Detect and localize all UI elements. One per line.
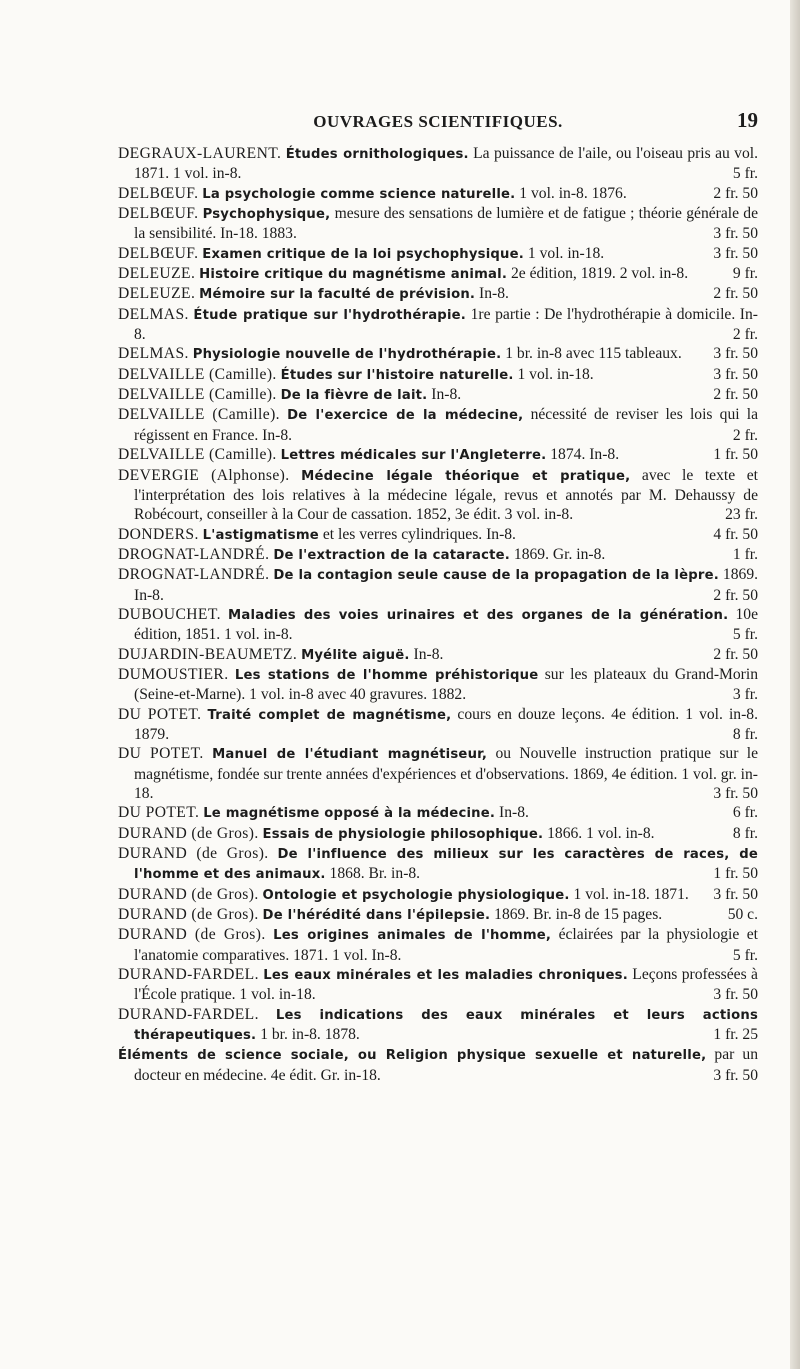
page-header xyxy=(118,108,758,136)
bibliography-entry xyxy=(118,284,758,304)
bibliography-entry xyxy=(118,744,758,803)
entry-title: De l'extraction de la cataracte. xyxy=(273,547,510,563)
entry-details: ou Nouvelle instruction pratique sur le magnétisme, fondée sur trente années d'expériences et d'observations. 1869, 4e édition. 1 vol. gr. in-18. xyxy=(134,745,758,802)
entry-author: DELVAILLE (Camille). xyxy=(118,406,280,424)
entry-details: 1 vol. in-8. 1876. xyxy=(519,184,627,202)
entry-details: In-8. xyxy=(413,645,444,663)
entry-price: 2 fr. xyxy=(732,326,758,344)
entry-title: Myélite aiguë. xyxy=(301,647,410,663)
entry-title: Les stations de l'homme préhistorique xyxy=(234,667,539,683)
entry-details: cours en douze leçons. 4e édition. 1 vol. in-8. 1879. xyxy=(134,705,758,743)
entry-title: Les origines animales de l'homme, xyxy=(273,928,552,944)
entry-title: Éléments de science sociale, ou Religion physique sexuelle et naturelle, xyxy=(118,1048,707,1064)
entry-details: et les verres cylindriques. In-8. xyxy=(322,525,516,543)
bibliography-entry xyxy=(118,445,758,465)
entry-title: De l'exercice de la médecine, xyxy=(287,408,524,424)
entry-details: 1 br. in-8. 1878. xyxy=(260,1026,360,1044)
bibliography-entry xyxy=(118,1045,758,1085)
entry-price: 2 fr. 50 xyxy=(713,184,758,202)
entry-author: DURAND-FARDEL. xyxy=(118,966,259,984)
entry-author: DU POTET. xyxy=(118,705,202,723)
entry-title: Physiologie nouvelle de l'hydrothérapie. xyxy=(192,347,502,363)
entry-author: DONDERS. xyxy=(118,525,199,543)
entry-title: La psychologie comme science naturelle. xyxy=(202,186,516,202)
entry-details: 1869. Br. in-8 de 15 pages. xyxy=(494,906,663,924)
entry-author: DUMOUSTIER. xyxy=(118,665,229,683)
entry-author: DELVAILLE (Camille). xyxy=(118,365,277,383)
bibliography-entry xyxy=(118,885,758,905)
entry-author: DURAND (de Gros). xyxy=(118,926,266,944)
bibliography-entry xyxy=(118,565,758,605)
entry-author: DU POTET. xyxy=(118,804,200,822)
entry-title: Le magnétisme opposé à la médecine. xyxy=(203,806,496,822)
entry-details: 10e édition, 1851. 1 vol. in-8. xyxy=(134,605,758,644)
bibliography-entry xyxy=(118,184,758,204)
bibliography-entry xyxy=(118,385,758,405)
entry-title: Essais de physiologie philosophique. xyxy=(262,826,544,842)
entry-price: 2 fr. xyxy=(732,426,758,444)
entry-title: De la contagion seule cause de la propagation de la lèpre. xyxy=(273,568,719,584)
entry-details: éclairées par la physiologie et l'anatomie comparatives. 1871. 1 vol. In-8. xyxy=(134,926,758,964)
entry-author: DURAND (de Gros). xyxy=(118,906,259,924)
entry-author: DELEUZE. xyxy=(118,285,196,303)
entry-price: 1 fr. 50 xyxy=(713,446,758,464)
entry-details: nécessité de reviser les lois qui la régissent en France. In-8. xyxy=(134,406,758,444)
entry-price: 23 fr. xyxy=(725,506,758,524)
entry-author: DUJARDIN-BEAUMETZ. xyxy=(118,645,298,663)
entry-details: La puissance de l'aile, ou l'oiseau pris au vol. 1871. 1 vol. in-8. xyxy=(134,145,759,183)
entry-author: DELVAILLE (Camille). xyxy=(118,386,277,404)
entry-title: Manuel de l'étudiant magnétiseur, xyxy=(212,747,488,763)
entry-details: 2e édition, 1819. 2 vol. in-8. xyxy=(510,265,689,283)
entry-price: 4 fr. 50 xyxy=(713,525,758,543)
entry-price: 3 fr. 50 xyxy=(713,785,758,802)
entry-price: 8 fr. xyxy=(732,725,758,743)
entry-title: Psychophysique, xyxy=(202,207,331,223)
entry-author: DURAND (de Gros). xyxy=(118,824,259,842)
entry-title: Études sur l'histoire naturelle. xyxy=(280,367,514,383)
entry-author: DELBŒUF. xyxy=(118,205,199,223)
page-number: 19 xyxy=(737,108,758,132)
bibliography-entry xyxy=(118,466,758,525)
entry-price: 9 fr. xyxy=(732,265,758,283)
bibliography-entry xyxy=(118,305,758,345)
entry-title: Étude pratique sur l'hydrothérapie. xyxy=(193,307,467,323)
entry-title: Médecine légale théorique et pratique, xyxy=(301,468,631,484)
entry-price: 5 fr. xyxy=(732,165,758,183)
page-edge xyxy=(790,0,800,1369)
entry-details: avec le texte et l'interprétation des lois relatives à la médecine légale, revus et annotés par M. Dehaussy de Robécourt, conseiller à la Cour de cassation. 1852, 3e édit. 3 vol. in-8. xyxy=(134,466,758,524)
entry-price: 3 fr. 50 xyxy=(713,345,758,363)
entry-price: 3 fr. 50 xyxy=(713,986,758,1004)
bibliography-entry xyxy=(118,645,758,665)
entry-details: 1866. 1 vol. in-8. xyxy=(547,824,655,842)
entry-author: DELMAS. xyxy=(118,345,189,363)
entry-title: Mémoire sur la faculté de prévision. xyxy=(199,287,476,303)
entry-price: 6 fr. xyxy=(732,804,758,822)
entry-price: 5 fr. xyxy=(732,626,758,644)
entry-price: 2 fr. 50 xyxy=(713,285,758,303)
entry-price: 8 fr. xyxy=(732,824,758,842)
bibliography-entry xyxy=(118,803,758,823)
bibliography-entry xyxy=(118,1005,758,1046)
entry-author: DELEUZE. xyxy=(118,265,196,283)
entry-details: 1 vol. in-18. 1871. xyxy=(573,885,689,903)
entry-price: 3 fr. xyxy=(732,686,758,704)
entry-price: 50 c. xyxy=(727,906,758,924)
bibliography-entry xyxy=(118,844,758,885)
bibliography-entry xyxy=(118,824,758,844)
entry-author: DEVERGIE (Alphonse). xyxy=(118,466,290,484)
bibliography-entry xyxy=(118,905,758,925)
bibliography-list xyxy=(118,144,758,1085)
bibliography-entry xyxy=(118,525,758,545)
entry-title: Lettres médicales sur l'Angleterre. xyxy=(280,448,547,464)
entry-title: Examen critique de la loi psychophysique. xyxy=(202,246,524,262)
entry-author: DEGRAUX-LAURENT. xyxy=(118,145,282,162)
bibliography-entry xyxy=(118,705,758,745)
entry-title: Les indications des eaux minérales et leurs actions thérapeutiques. xyxy=(134,1007,758,1044)
entry-author: DELMAS. xyxy=(118,305,189,323)
entry-title: Maladies des voies urinaires et des organes de la génération. xyxy=(228,607,729,623)
bibliography-entry xyxy=(118,244,758,264)
entry-price: 3 fr. 50 xyxy=(713,365,758,383)
entry-title: Histoire critique du magnétisme animal. xyxy=(199,267,508,283)
entry-title: De l'hérédité dans l'épilepsie. xyxy=(262,908,491,924)
entry-details: In-8. xyxy=(431,386,462,404)
entry-price: 3 fr. 50 xyxy=(713,244,758,262)
entry-details: 1874. In-8. xyxy=(550,446,620,464)
bibliography-entry xyxy=(118,545,758,565)
entry-price: 3 fr. 50 xyxy=(713,225,758,243)
entry-price: 1 fr. xyxy=(732,545,758,563)
entry-title: Ontologie et psychologie physiologique. xyxy=(262,887,570,903)
entry-price: 2 fr. 50 xyxy=(713,645,758,663)
entry-details: 1 vol. in-18. xyxy=(517,365,594,383)
bibliography-entry xyxy=(118,365,758,385)
bibliography-entry xyxy=(118,665,758,705)
bibliography-entry xyxy=(118,925,758,965)
entry-price: 2 fr. 50 xyxy=(713,586,758,604)
entry-details: In-8. xyxy=(499,804,529,822)
entry-details: 1re partie : De l'hydrothérapie à domicile. In-8. xyxy=(134,305,758,344)
entry-title: Les eaux minérales et les maladies chroniques. xyxy=(263,968,628,984)
bibliography-entry xyxy=(118,344,758,364)
bibliography-entry xyxy=(118,605,758,645)
entry-author: DURAND (de Gros). xyxy=(118,845,269,863)
entry-title: De la fièvre de lait. xyxy=(280,388,428,404)
entry-price: 5 fr. xyxy=(732,946,758,964)
entry-author: DU POTET. xyxy=(118,745,204,763)
entry-author: DURAND (de Gros). xyxy=(118,885,259,903)
entry-details: 1868. Br. in-8. xyxy=(329,865,421,883)
entry-details: mesure des sensations de lumière et de fatigue ; théorie générale de la sensibilité. In-18. 1883. xyxy=(134,205,758,243)
entry-title: Traité complet de magnétisme, xyxy=(207,707,452,723)
entry-author: DUBOUCHET. xyxy=(118,605,221,623)
entry-author: DELBŒUF. xyxy=(118,244,199,262)
running-title: OUVRAGES SCIENTIFIQUES. xyxy=(313,112,563,131)
bibliography-entry xyxy=(118,144,758,184)
entry-price: 1 fr. 50 xyxy=(713,865,758,883)
entry-details: sur les plateaux du Grand-Morin (Seine-et-Marne). 1 vol. in-8 avec 40 gravures. 1882. xyxy=(134,665,758,704)
bibliography-entry xyxy=(118,965,758,1005)
entry-details: In-8. xyxy=(479,285,509,303)
entry-details: 1869. Gr. in-8. xyxy=(513,545,606,563)
entry-details: 1 br. in-8 avec 115 tableaux. xyxy=(505,345,682,363)
entry-details: 1869. In-8. xyxy=(134,566,759,604)
entry-author: DROGNAT-LANDRÉ. xyxy=(118,566,270,584)
entry-author: DROGNAT-LANDRÉ. xyxy=(118,545,270,563)
bibliography-entry xyxy=(118,264,758,284)
entry-author: DURAND-FARDEL. xyxy=(118,1005,259,1023)
entry-details: par un docteur en médecine. 4e édit. Gr. in-18. xyxy=(134,1046,758,1084)
entry-price: 2 fr. 50 xyxy=(713,386,758,404)
entry-author: DELVAILLE (Camille). xyxy=(118,446,277,464)
entry-title: L'astigmatisme xyxy=(202,527,319,543)
entry-title: Études ornithologiques. xyxy=(285,147,469,162)
entry-price: 1 fr. 25 xyxy=(713,1026,758,1044)
entry-price: 3 fr. 50 xyxy=(713,885,758,903)
bibliography-entry xyxy=(118,405,758,445)
entry-title: De l'influence des milieux sur les caractères de races, de l'homme et des animaux. xyxy=(134,847,759,883)
entry-author: DELBŒUF. xyxy=(118,184,199,202)
entry-details: 1 vol. in-18. xyxy=(527,244,605,262)
bibliography-entry xyxy=(118,204,758,244)
entry-details: Leçons professées à l'École pratique. 1 vol. in-18. xyxy=(134,966,758,1004)
entry-price: 3 fr. 50 xyxy=(713,1066,758,1084)
